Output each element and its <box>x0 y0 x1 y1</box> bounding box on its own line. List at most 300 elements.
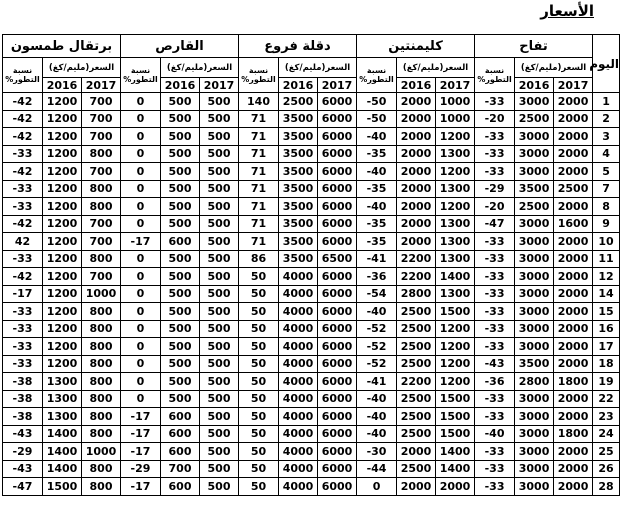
price-2016-cell: 3500 <box>279 110 318 128</box>
price-2017-cell: 6000 <box>318 443 357 461</box>
fruit-name-header: تفاح <box>475 35 593 58</box>
evolution-cell: 50 <box>239 478 279 496</box>
evolution-cell: 0 <box>121 215 161 233</box>
table-row <box>3 408 620 426</box>
evolution-cell: 0 <box>121 390 161 408</box>
price-2017-cell: 2000 <box>436 478 475 496</box>
price-2017-cell: 800 <box>82 460 121 478</box>
price-2017-cell: 6000 <box>318 198 357 216</box>
price-2017-cell: 6000 <box>318 215 357 233</box>
price-2017-cell: 500 <box>200 390 239 408</box>
evolution-cell: 52- <box>357 338 397 356</box>
price-header: السعر(مليم/كغ) <box>515 58 593 78</box>
price-2016-cell: 1200 <box>43 180 82 198</box>
price-2016-cell: 4000 <box>279 285 318 303</box>
price-2016-cell: 3500 <box>279 180 318 198</box>
price-2017-cell: 1200 <box>436 373 475 391</box>
price-2016-cell: 4000 <box>279 390 318 408</box>
evolution-cell: 33- <box>475 285 515 303</box>
price-2017-cell: 1500 <box>436 303 475 321</box>
evolution-cell: 40- <box>475 425 515 443</box>
fruit-name-header: كليمنتين <box>357 35 475 58</box>
price-2017-cell: 700 <box>82 128 121 146</box>
evolution-cell: 17- <box>121 233 161 251</box>
price-2017-cell: 500 <box>200 215 239 233</box>
evolution-cell: 0 <box>121 303 161 321</box>
price-2017-cell: 500 <box>200 145 239 163</box>
table-row <box>3 163 620 181</box>
price-2017-cell: 500 <box>200 128 239 146</box>
price-2017-cell: 1800 <box>554 373 593 391</box>
table-row <box>3 478 620 496</box>
day-cell: 2 <box>593 110 620 128</box>
fruit-header-row <box>3 35 620 58</box>
evolution-cell: 0 <box>121 180 161 198</box>
price-2016-cell: 2000 <box>397 478 436 496</box>
price-2017-cell: 1200 <box>436 128 475 146</box>
price-2017-cell: 1300 <box>436 215 475 233</box>
price-2017-cell: 6000 <box>318 163 357 181</box>
evolution-header <box>357 58 397 93</box>
day-cell: 25 <box>593 443 620 461</box>
day-cell: 14 <box>593 285 620 303</box>
evolution-cell: 33- <box>475 478 515 496</box>
table-row <box>3 250 620 268</box>
day-cell: 24 <box>593 425 620 443</box>
table-row <box>3 338 620 356</box>
table-row <box>3 285 620 303</box>
price-2016-cell: 1200 <box>43 285 82 303</box>
evolution-label-line1: نسبة <box>366 66 387 75</box>
price-2016-cell: 4000 <box>279 373 318 391</box>
price-2016-cell: 3000 <box>515 93 554 111</box>
evolution-cell: 40- <box>357 198 397 216</box>
price-2017-cell: 1300 <box>436 233 475 251</box>
price-2016-cell: 1200 <box>43 145 82 163</box>
price-2017-cell: 1000 <box>436 110 475 128</box>
price-2016-cell: 1200 <box>43 268 82 286</box>
page-title: الأسعار <box>540 2 594 20</box>
price-2016-cell: 600 <box>161 443 200 461</box>
price-2017-cell: 800 <box>82 338 121 356</box>
year-2016-header: 2016 <box>397 78 436 93</box>
price-2017-cell: 6000 <box>318 355 357 373</box>
evolution-cell: 20- <box>475 198 515 216</box>
price-2017-cell: 2000 <box>554 198 593 216</box>
evolution-header <box>239 58 279 93</box>
day-cell: 28 <box>593 478 620 496</box>
price-2017-cell: 6000 <box>318 338 357 356</box>
price-2017-cell: 1200 <box>436 163 475 181</box>
price-2016-cell: 3500 <box>279 163 318 181</box>
price-2017-cell: 1300 <box>436 180 475 198</box>
price-2016-cell: 3500 <box>279 215 318 233</box>
price-2016-cell: 1400 <box>43 460 82 478</box>
price-2016-cell: 3000 <box>515 285 554 303</box>
price-2017-cell: 6000 <box>318 233 357 251</box>
evolution-cell: 0 <box>121 163 161 181</box>
price-2017-cell: 2000 <box>554 110 593 128</box>
evolution-cell: 43- <box>3 460 43 478</box>
evolution-cell: 50 <box>239 373 279 391</box>
price-2017-cell: 800 <box>82 250 121 268</box>
price-2016-cell: 500 <box>161 93 200 111</box>
evolution-cell: 17- <box>3 285 43 303</box>
evolution-cell: 0 <box>121 373 161 391</box>
evolution-cell: 40- <box>357 390 397 408</box>
day-cell: 12 <box>593 268 620 286</box>
price-2016-cell: 2500 <box>397 338 436 356</box>
price-2017-cell: 500 <box>200 250 239 268</box>
price-2016-cell: 2000 <box>397 233 436 251</box>
price-2016-cell: 2000 <box>397 128 436 146</box>
price-2016-cell: 2800 <box>397 285 436 303</box>
evolution-cell: 50- <box>357 110 397 128</box>
day-cell: 11 <box>593 250 620 268</box>
table-row <box>3 460 620 478</box>
price-2016-cell: 4000 <box>279 320 318 338</box>
evolution-label-line2: التطور% <box>123 75 158 84</box>
evolution-cell: 71 <box>239 145 279 163</box>
evolution-cell: 0 <box>121 250 161 268</box>
price-2016-cell: 2000 <box>397 443 436 461</box>
price-header: السعر(مليم/كغ) <box>397 58 475 78</box>
table-row <box>3 320 620 338</box>
price-2016-cell: 500 <box>161 250 200 268</box>
price-2016-cell: 2500 <box>397 390 436 408</box>
price-2016-cell: 4000 <box>279 338 318 356</box>
price-2017-cell: 500 <box>200 373 239 391</box>
price-2016-cell: 3000 <box>515 163 554 181</box>
price-2016-cell: 1400 <box>43 425 82 443</box>
price-2016-cell: 1200 <box>43 215 82 233</box>
price-2017-cell: 1500 <box>436 390 475 408</box>
price-2016-cell: 1200 <box>43 163 82 181</box>
price-2017-cell: 500 <box>200 198 239 216</box>
evolution-cell: 41- <box>357 250 397 268</box>
evolution-cell: 0 <box>121 93 161 111</box>
price-table <box>2 34 620 496</box>
price-2017-cell: 500 <box>200 303 239 321</box>
price-2017-cell: 700 <box>82 163 121 181</box>
price-2016-cell: 4000 <box>279 460 318 478</box>
evolution-cell: 33- <box>475 128 515 146</box>
year-header-row <box>3 78 620 93</box>
price-2017-cell: 1500 <box>436 408 475 426</box>
evolution-cell: 50 <box>239 320 279 338</box>
evolution-cell: 40- <box>357 163 397 181</box>
evolution-cell: 33- <box>475 390 515 408</box>
price-2016-cell: 1300 <box>43 390 82 408</box>
price-2016-cell: 1200 <box>43 233 82 251</box>
price-2016-cell: 4000 <box>279 408 318 426</box>
evolution-label-line2: التطور% <box>5 75 40 84</box>
evolution-cell: 33- <box>475 460 515 478</box>
price-2017-cell: 6000 <box>318 390 357 408</box>
price-header: السعر(مليم/كغ) <box>161 58 239 78</box>
day-column-header: اليوم <box>593 35 620 93</box>
price-2017-cell: 6000 <box>318 93 357 111</box>
price-2016-cell: 1300 <box>43 408 82 426</box>
price-2017-cell: 6000 <box>318 268 357 286</box>
price-2017-cell: 500 <box>200 233 239 251</box>
price-2017-cell: 2000 <box>554 163 593 181</box>
price-2016-cell: 3000 <box>515 320 554 338</box>
year-2016-header: 2016 <box>161 78 200 93</box>
price-2016-cell: 2000 <box>397 198 436 216</box>
price-2016-cell: 2000 <box>397 110 436 128</box>
price-2016-cell: 1200 <box>43 110 82 128</box>
price-2017-cell: 800 <box>82 408 121 426</box>
year-2017-header: 2017 <box>318 78 357 93</box>
evolution-cell: 42- <box>3 163 43 181</box>
year-2016-header: 2016 <box>279 78 318 93</box>
price-2017-cell: 6000 <box>318 303 357 321</box>
price-2017-cell: 1200 <box>436 320 475 338</box>
evolution-cell: 50 <box>239 443 279 461</box>
year-2017-header: 2017 <box>436 78 475 93</box>
fruit-name-header: دقلة فروع <box>239 35 357 58</box>
price-2016-cell: 700 <box>161 460 200 478</box>
evolution-cell: 33- <box>475 268 515 286</box>
evolution-cell: 33- <box>3 303 43 321</box>
price-2016-cell: 2500 <box>397 303 436 321</box>
price-2017-cell: 800 <box>82 303 121 321</box>
evolution-cell: 0 <box>121 128 161 146</box>
evolution-label-line1: نسبة <box>484 66 505 75</box>
evolution-cell: 0 <box>121 198 161 216</box>
evolution-cell: 35- <box>357 180 397 198</box>
evolution-cell: 0 <box>121 320 161 338</box>
price-2017-cell: 800 <box>82 198 121 216</box>
day-cell: 15 <box>593 303 620 321</box>
price-2016-cell: 3000 <box>515 460 554 478</box>
evolution-cell: 33- <box>475 408 515 426</box>
price-2016-cell: 2200 <box>397 268 436 286</box>
day-cell: 22 <box>593 390 620 408</box>
day-cell: 18 <box>593 355 620 373</box>
fruit-name-header: القارص <box>121 35 239 58</box>
price-2016-cell: 4000 <box>279 443 318 461</box>
evolution-label-line1: نسبة <box>12 66 33 75</box>
evolution-cell: 42- <box>3 128 43 146</box>
price-2017-cell: 6000 <box>318 285 357 303</box>
price-2016-cell: 1200 <box>43 198 82 216</box>
evolution-cell: 50 <box>239 355 279 373</box>
evolution-cell: 17- <box>121 478 161 496</box>
table-row <box>3 373 620 391</box>
day-cell: 5 <box>593 163 620 181</box>
evolution-cell: 33- <box>3 145 43 163</box>
evolution-cell: 36- <box>357 268 397 286</box>
price-2016-cell: 2500 <box>397 320 436 338</box>
price-2017-cell: 800 <box>82 320 121 338</box>
price-2016-cell: 500 <box>161 163 200 181</box>
price-2017-cell: 1000 <box>436 93 475 111</box>
price-2017-cell: 700 <box>82 93 121 111</box>
price-2017-cell: 1000 <box>82 285 121 303</box>
evolution-cell: 50 <box>239 268 279 286</box>
year-2016-header: 2016 <box>515 78 554 93</box>
price-2017-cell: 1200 <box>436 198 475 216</box>
evolution-cell: 140 <box>239 93 279 111</box>
price-2016-cell: 4000 <box>279 355 318 373</box>
day-cell: 7 <box>593 180 620 198</box>
price-2016-cell: 2500 <box>397 460 436 478</box>
price-2017-cell: 500 <box>200 355 239 373</box>
price-2016-cell: 500 <box>161 110 200 128</box>
price-2017-cell: 800 <box>82 390 121 408</box>
evolution-label-line1: نسبة <box>248 66 269 75</box>
price-2016-cell: 500 <box>161 285 200 303</box>
price-2016-cell: 2500 <box>397 425 436 443</box>
price-2016-cell: 1200 <box>43 303 82 321</box>
price-2017-cell: 6000 <box>318 180 357 198</box>
fruit-name-header: برتقال طمسون <box>3 35 121 58</box>
day-cell: 17 <box>593 338 620 356</box>
price-2017-cell: 500 <box>200 320 239 338</box>
evolution-header <box>3 58 43 93</box>
day-cell: 10 <box>593 233 620 251</box>
year-2017-header: 2017 <box>200 78 239 93</box>
price-2016-cell: 500 <box>161 215 200 233</box>
price-2016-cell: 3000 <box>515 128 554 146</box>
year-2017-header: 2017 <box>82 78 121 93</box>
price-2016-cell: 3500 <box>279 145 318 163</box>
evolution-cell: 50 <box>239 408 279 426</box>
price-2016-cell: 3000 <box>515 303 554 321</box>
price-2017-cell: 2000 <box>554 285 593 303</box>
price-2016-cell: 3500 <box>279 250 318 268</box>
evolution-cell: 47- <box>475 215 515 233</box>
evolution-cell: 33- <box>475 320 515 338</box>
evolution-cell: 44- <box>357 460 397 478</box>
evolution-cell: 33- <box>475 250 515 268</box>
price-header: السعر(مليم/كغ) <box>279 58 357 78</box>
evolution-cell: 0 <box>121 355 161 373</box>
price-2016-cell: 2000 <box>397 93 436 111</box>
evolution-cell: 35- <box>357 215 397 233</box>
evolution-cell: 17- <box>121 443 161 461</box>
evolution-cell: 33- <box>475 443 515 461</box>
price-2016-cell: 500 <box>161 180 200 198</box>
price-2016-cell: 3000 <box>515 233 554 251</box>
price-2017-cell: 800 <box>82 425 121 443</box>
price-2017-cell: 6000 <box>318 373 357 391</box>
evolution-cell: 0 <box>121 285 161 303</box>
price-2016-cell: 1200 <box>43 250 82 268</box>
price-2017-cell: 2000 <box>554 460 593 478</box>
evolution-cell: 33- <box>475 145 515 163</box>
day-cell: 4 <box>593 145 620 163</box>
evolution-cell: 71 <box>239 198 279 216</box>
price-2016-cell: 2200 <box>397 250 436 268</box>
table-row <box>3 93 620 111</box>
evolution-cell: 30- <box>357 443 397 461</box>
price-2016-cell: 3000 <box>515 338 554 356</box>
price-2017-cell: 700 <box>82 215 121 233</box>
day-cell: 3 <box>593 128 620 146</box>
table-row <box>3 198 620 216</box>
evolution-cell: 40- <box>357 303 397 321</box>
price-2017-cell: 500 <box>200 338 239 356</box>
price-2017-cell: 1200 <box>436 338 475 356</box>
price-2017-cell: 6000 <box>318 110 357 128</box>
table-row <box>3 390 620 408</box>
evolution-cell: 50 <box>239 338 279 356</box>
price-2017-cell: 500 <box>200 478 239 496</box>
table-row <box>3 443 620 461</box>
price-2017-cell: 800 <box>82 373 121 391</box>
price-2016-cell: 1200 <box>43 93 82 111</box>
evolution-cell: 38- <box>3 408 43 426</box>
price-2017-cell: 2000 <box>554 250 593 268</box>
evolution-label-line2: التطور% <box>477 75 512 84</box>
evolution-cell: 33- <box>475 303 515 321</box>
table-row <box>3 128 620 146</box>
price-2017-cell: 500 <box>200 443 239 461</box>
evolution-cell: 42- <box>3 268 43 286</box>
table-row <box>3 425 620 443</box>
evolution-cell: 50 <box>239 425 279 443</box>
evolution-cell: 38- <box>3 373 43 391</box>
price-2016-cell: 500 <box>161 128 200 146</box>
day-cell: 16 <box>593 320 620 338</box>
year-2016-header: 2016 <box>43 78 82 93</box>
evolution-cell: 33- <box>3 338 43 356</box>
price-2016-cell: 2000 <box>397 215 436 233</box>
day-cell: 9 <box>593 215 620 233</box>
evolution-cell: 71 <box>239 110 279 128</box>
price-2017-cell: 700 <box>82 110 121 128</box>
evolution-cell: 52- <box>357 355 397 373</box>
price-2016-cell: 500 <box>161 198 200 216</box>
evolution-cell: 71 <box>239 180 279 198</box>
price-2017-cell: 500 <box>200 408 239 426</box>
price-2016-cell: 2800 <box>515 373 554 391</box>
price-2016-cell: 3000 <box>515 408 554 426</box>
price-2017-cell: 500 <box>200 180 239 198</box>
price-2016-cell: 3000 <box>515 145 554 163</box>
evolution-cell: 71 <box>239 128 279 146</box>
price-2016-cell: 2000 <box>397 163 436 181</box>
price-2016-cell: 3000 <box>515 250 554 268</box>
table-row <box>3 355 620 373</box>
evolution-cell: 50 <box>239 390 279 408</box>
price-2016-cell: 3500 <box>515 355 554 373</box>
price-2017-cell: 2000 <box>554 93 593 111</box>
year-2017-header: 2017 <box>554 78 593 93</box>
evolution-cell: 41- <box>357 373 397 391</box>
evolution-cell: 33- <box>3 180 43 198</box>
evolution-cell: 20- <box>475 110 515 128</box>
price-2017-cell: 500 <box>200 285 239 303</box>
price-2017-cell: 6000 <box>318 128 357 146</box>
price-2017-cell: 2000 <box>554 128 593 146</box>
evolution-cell: 33- <box>475 93 515 111</box>
table-row <box>3 233 620 251</box>
table-row <box>3 145 620 163</box>
price-2017-cell: 1300 <box>436 285 475 303</box>
evolution-label-line1: نسبة <box>130 66 151 75</box>
table-row <box>3 110 620 128</box>
price-2016-cell: 500 <box>161 355 200 373</box>
price-2017-cell: 700 <box>82 268 121 286</box>
price-2016-cell: 1200 <box>43 355 82 373</box>
evolution-cell: 43- <box>3 425 43 443</box>
price-2016-cell: 600 <box>161 408 200 426</box>
price-2017-cell: 800 <box>82 145 121 163</box>
